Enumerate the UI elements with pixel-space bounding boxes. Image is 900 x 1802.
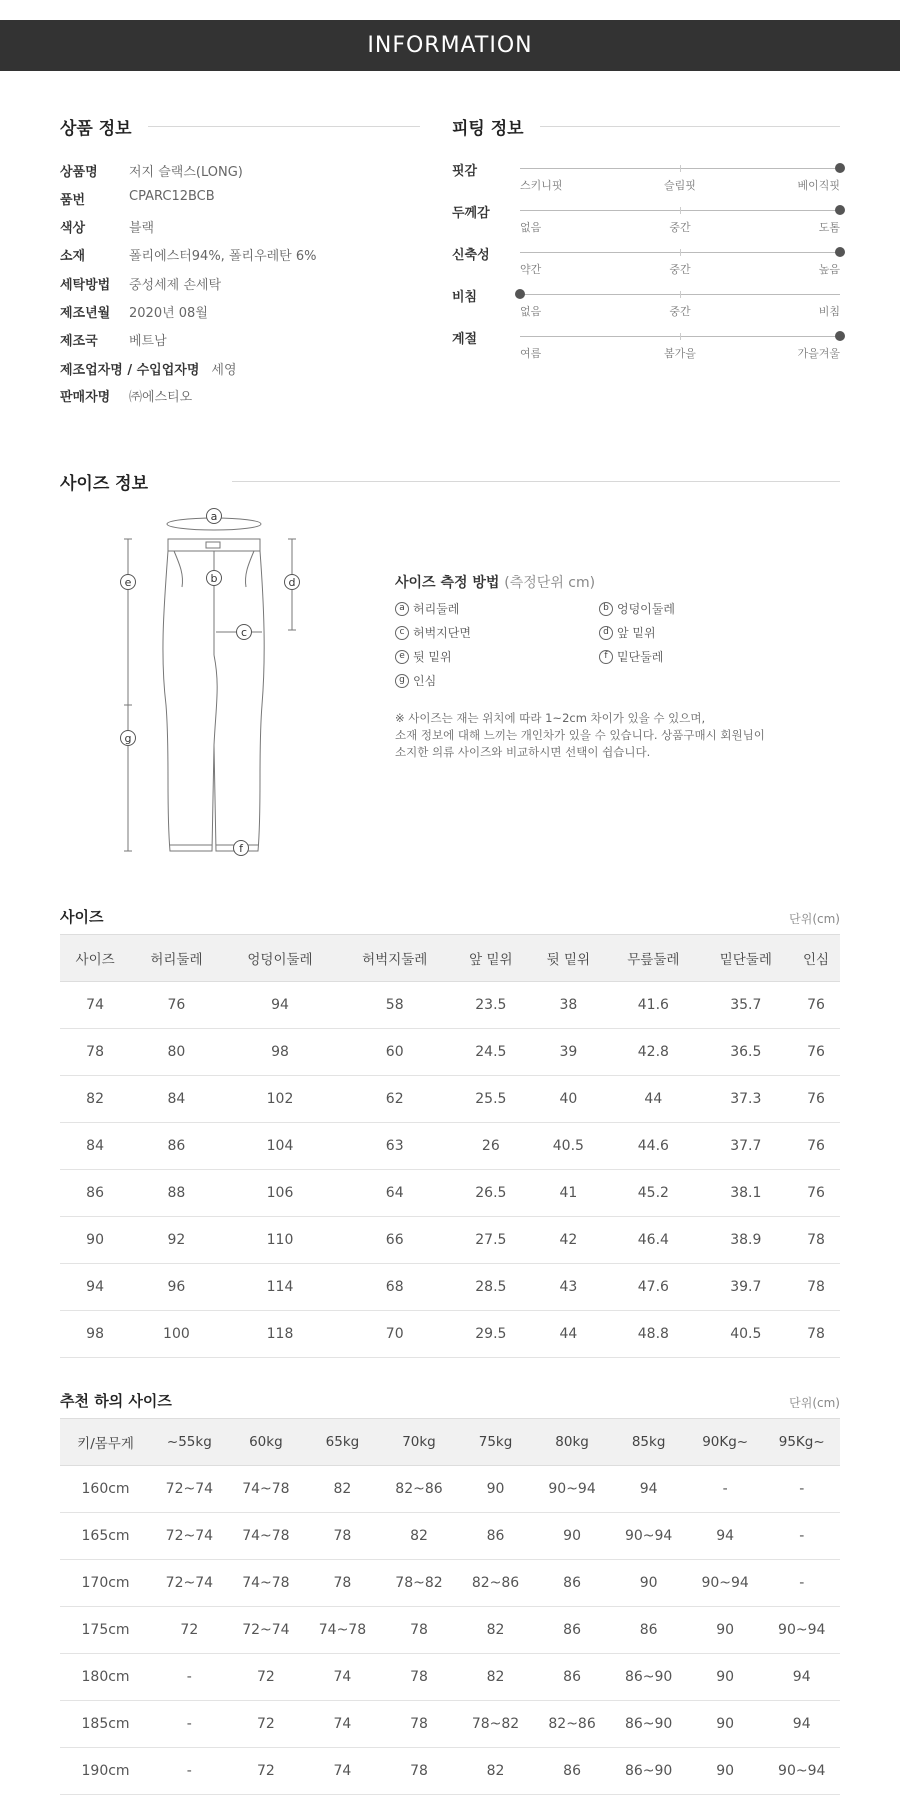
table-cell: 72~74 (151, 1513, 228, 1560)
legend-marker: f (599, 650, 613, 664)
table-cell: 72~74 (151, 1560, 228, 1607)
pants-button (206, 542, 220, 548)
table-cell: 41 (530, 1170, 608, 1217)
legend-item (599, 648, 663, 665)
legend-label: 뒷 밑위 (413, 650, 452, 664)
product-info-row (60, 245, 317, 264)
table-cell: 86 (534, 1748, 611, 1795)
table-cell: 62 (337, 1076, 452, 1123)
table-cell: 47.6 (607, 1264, 699, 1311)
rec-table-row (60, 1607, 840, 1654)
fit-option: 높음 (818, 263, 840, 276)
table-cell: 94 (60, 1264, 130, 1311)
table-cell: 28.5 (452, 1264, 530, 1311)
table-cell: 88 (130, 1170, 222, 1217)
table-cell: 26 (452, 1123, 530, 1170)
product-info-row (60, 302, 208, 321)
table-header-cell: ~55kg (151, 1419, 228, 1466)
table-cell: 74 (60, 982, 130, 1029)
table-cell: 90~94 (534, 1466, 611, 1513)
table-header-cell: 75kg (457, 1419, 534, 1466)
fit-option: 약간 (520, 263, 542, 276)
table-cell: 40 (530, 1076, 608, 1123)
product-info-row (60, 359, 237, 378)
table-cell: 82 (381, 1513, 458, 1560)
product-info-value: 폴리에스터94%, 폴리우레탄 6% (129, 249, 317, 264)
fit-option: 중간 (669, 305, 691, 318)
table-cell: 44 (530, 1311, 608, 1358)
table-cell: 118 (223, 1311, 338, 1358)
table-cell: 86 (457, 1513, 534, 1560)
svg-text:d: d (288, 576, 296, 589)
table-cell: 114 (223, 1264, 338, 1311)
pants-waistband (168, 539, 260, 551)
table-cell: 42 (530, 1217, 608, 1264)
rec-table-row (60, 1701, 840, 1748)
table-header-cell: 인심 (792, 935, 840, 982)
product-info-row (60, 386, 192, 405)
table-cell: 40.5 (530, 1123, 608, 1170)
rec-table-row (60, 1560, 840, 1607)
table-cell: 90 (687, 1748, 764, 1795)
size-table-row (60, 1170, 840, 1217)
fit-option: 중간 (669, 221, 691, 234)
table-cell: 94 (610, 1466, 687, 1513)
table-cell: 98 (223, 1029, 338, 1076)
table-cell: 44 (607, 1076, 699, 1123)
fit-selected-dot (835, 247, 845, 257)
left-pocket (174, 551, 183, 587)
table-cell: 94 (687, 1513, 764, 1560)
table-cell: 90~94 (687, 1560, 764, 1607)
table-cell: 72 (151, 1607, 228, 1654)
product-info-row (60, 161, 243, 180)
table-cell: 74~78 (304, 1607, 381, 1654)
legend-marker: e (395, 650, 409, 664)
table-cell: 78 (792, 1217, 840, 1264)
table-cell: 94 (763, 1654, 840, 1701)
table-header-cell: 85kg (610, 1419, 687, 1466)
table-cell: 78 (792, 1264, 840, 1311)
product-info-value: 저지 슬랙스(LONG) (129, 165, 243, 180)
table-cell: 74~78 (228, 1466, 305, 1513)
fit-selected-dot (835, 205, 845, 215)
table-cell: 86~90 (610, 1701, 687, 1748)
size-method-title (395, 572, 595, 592)
size-table-row (60, 1076, 840, 1123)
table-cell: 39 (530, 1029, 608, 1076)
table-header-cell: 허리둘레 (130, 935, 222, 982)
product-info-key: 세탁방법 (60, 278, 111, 293)
product-info-row (60, 217, 154, 236)
table-cell: 82 (304, 1466, 381, 1513)
fit-label: 핏감 (452, 164, 478, 179)
table-cell: 86 (534, 1654, 611, 1701)
fit-option: 봄가을 (664, 347, 696, 360)
table-header-cell: 엉덩이둘레 (223, 935, 338, 982)
table-cell: 90 (534, 1513, 611, 1560)
table-cell: 48.8 (607, 1311, 699, 1358)
fit-tick (680, 291, 681, 298)
table-cell: 165cm (60, 1513, 151, 1560)
product-info-row (60, 189, 215, 208)
size-note (395, 710, 765, 761)
table-cell: 68 (337, 1264, 452, 1311)
table-cell: 72 (228, 1701, 305, 1748)
table-cell: 90 (687, 1701, 764, 1748)
marker-d (285, 575, 300, 590)
table-cell: 84 (60, 1123, 130, 1170)
legend-item (395, 672, 436, 689)
fit-option: 도톰 (818, 221, 840, 234)
table-cell: 82~86 (457, 1560, 534, 1607)
table-cell: 175cm (60, 1607, 151, 1654)
table-cell: 96 (130, 1264, 222, 1311)
legend-marker: d (599, 626, 613, 640)
fit-label: 비침 (452, 290, 478, 305)
table-cell: - (763, 1466, 840, 1513)
table-cell: 76 (130, 982, 222, 1029)
rec-table-row (60, 1748, 840, 1795)
table-cell: 37.3 (700, 1076, 792, 1123)
table-cell: 74~78 (228, 1513, 305, 1560)
table-cell: 110 (223, 1217, 338, 1264)
rec-table-row (60, 1466, 840, 1513)
table-cell: 82 (457, 1607, 534, 1654)
size-table-row (60, 1311, 840, 1358)
product-info-value: 2020년 08월 (129, 306, 208, 321)
table-cell: 160cm (60, 1466, 151, 1513)
fit-option: 중간 (669, 263, 691, 276)
marker-f (234, 841, 249, 856)
table-cell: 66 (337, 1217, 452, 1264)
rec-table-title: 추천 하의 사이즈 (60, 1392, 172, 1410)
product-info-value: ㈜에스티오 (129, 390, 193, 405)
information-header: INFORMATION (0, 20, 900, 71)
table-cell: 78 (381, 1748, 458, 1795)
size-note-line: 소재 정보에 대해 느끼는 개인차가 있을 수 있습니다. 상품구매시 회원님이 (395, 728, 765, 742)
table-cell: 86 (534, 1560, 611, 1607)
product-info-key: 판매자명 (60, 390, 111, 405)
fit-option: 가을겨울 (797, 347, 840, 360)
product-info-row (60, 330, 167, 349)
size-table-unit: 단위(cm) (789, 912, 840, 926)
table-cell: - (151, 1654, 228, 1701)
legend-marker: g (395, 674, 409, 688)
table-header-cell: 키/몸무게 (60, 1419, 151, 1466)
product-info-row (60, 274, 221, 293)
legend-item (395, 600, 459, 617)
svg-text:g: g (124, 732, 132, 745)
table-cell: 44.6 (607, 1123, 699, 1170)
size-method-unit: (측정단위 cm) (504, 575, 596, 591)
fit-option: 비침 (818, 305, 840, 318)
size-table-title: 사이즈 (60, 908, 104, 926)
marker-b (207, 571, 222, 586)
rec-table-row (60, 1513, 840, 1560)
table-cell: 78~82 (381, 1560, 458, 1607)
table-cell: 90 (687, 1607, 764, 1654)
table-cell: - (763, 1560, 840, 1607)
table-cell: 39.7 (700, 1264, 792, 1311)
table-header-cell: 60kg (228, 1419, 305, 1466)
table-cell: 86 (534, 1607, 611, 1654)
product-info-key: 품번 (60, 193, 86, 208)
product-info-value: 세영 (211, 363, 237, 378)
legend-item (395, 624, 471, 641)
table-cell: 86~90 (610, 1748, 687, 1795)
table-cell: 29.5 (452, 1311, 530, 1358)
table-header-cell: 95Kg~ (763, 1419, 840, 1466)
size-table-row (60, 1123, 840, 1170)
table-header-cell: 65kg (304, 1419, 381, 1466)
legend-item (599, 624, 656, 641)
size-table (60, 934, 840, 1358)
table-cell: 86 (610, 1607, 687, 1654)
table-cell: 42.8 (607, 1029, 699, 1076)
size-note-line: 소지한 의류 사이즈와 비교하시면 선택이 쉽습니다. (395, 745, 651, 759)
table-cell: 76 (792, 1123, 840, 1170)
table-cell: 24.5 (452, 1029, 530, 1076)
size-info-title: 사이즈 정보 (60, 474, 149, 494)
table-cell: 78 (60, 1029, 130, 1076)
fit-option: 스키니핏 (520, 179, 563, 192)
rec-table-row (60, 1654, 840, 1701)
rec-table (60, 1418, 840, 1795)
table-cell: 78 (304, 1560, 381, 1607)
svg-text:c: c (240, 626, 248, 639)
product-info-value: 중성세제 손세탁 (129, 278, 222, 293)
table-cell: - (763, 1513, 840, 1560)
fit-label: 계절 (452, 332, 478, 347)
table-cell: 76 (792, 1076, 840, 1123)
table-cell: 94 (763, 1701, 840, 1748)
table-cell: 170cm (60, 1560, 151, 1607)
table-cell: 72~74 (228, 1607, 305, 1654)
table-cell: 78 (381, 1607, 458, 1654)
table-header-cell: 80kg (534, 1419, 611, 1466)
legend-label: 허벅지단면 (413, 626, 471, 640)
legend-label: 엉덩이둘레 (617, 602, 675, 616)
table-cell: 74 (304, 1654, 381, 1701)
table-cell: 78 (792, 1311, 840, 1358)
table-header-cell: 허벅지둘레 (337, 935, 452, 982)
marker-c (237, 625, 252, 640)
table-header-cell: 90Kg~ (687, 1419, 764, 1466)
marker-e (121, 575, 136, 590)
rec-table-unit: 단위(cm) (789, 1396, 840, 1410)
product-info-key: 소재 (60, 249, 86, 264)
table-cell: 27.5 (452, 1217, 530, 1264)
fit-label: 신축성 (452, 248, 490, 263)
table-cell: 78~82 (457, 1701, 534, 1748)
table-cell: 72 (228, 1748, 305, 1795)
table-cell: 60 (337, 1029, 452, 1076)
fit-option: 베이직핏 (797, 179, 840, 192)
svg-text:e: e (124, 576, 132, 589)
right-pocket (245, 551, 254, 587)
table-header-cell: 밑단둘레 (700, 935, 792, 982)
table-cell: 45.2 (607, 1170, 699, 1217)
table-cell: 106 (223, 1170, 338, 1217)
table-cell: 70 (337, 1311, 452, 1358)
table-cell: 82 (60, 1076, 130, 1123)
table-cell: 80 (130, 1029, 222, 1076)
table-cell: 90~94 (763, 1607, 840, 1654)
fit-option: 없음 (520, 305, 542, 318)
table-cell: 36.5 (700, 1029, 792, 1076)
size-info-divider (232, 481, 840, 482)
table-cell: 64 (337, 1170, 452, 1217)
table-cell: 26.5 (452, 1170, 530, 1217)
table-cell: 46.4 (607, 1217, 699, 1264)
table-header-cell: 70kg (381, 1419, 458, 1466)
table-cell: 78 (381, 1654, 458, 1701)
table-cell: 41.6 (607, 982, 699, 1029)
legend-label: 밑단둘레 (617, 650, 664, 664)
table-header-cell: 앞 밑위 (452, 935, 530, 982)
size-note-line: ※ 사이즈는 재는 위치에 따라 1~2cm 차이가 있을 수 있으며, (395, 711, 706, 725)
size-table-row (60, 1217, 840, 1264)
table-cell: 90 (457, 1466, 534, 1513)
size-method-label: 사이즈 측정 방법 (395, 575, 500, 591)
table-cell: 38 (530, 982, 608, 1029)
table-cell: 82~86 (381, 1466, 458, 1513)
table-cell: 82 (457, 1748, 534, 1795)
product-info-key: 제조국 (60, 334, 98, 349)
table-header-cell: 뒷 밑위 (530, 935, 608, 982)
table-cell: 92 (130, 1217, 222, 1264)
product-divider (148, 126, 420, 127)
size-table-row (60, 1029, 840, 1076)
table-cell: 35.7 (700, 982, 792, 1029)
svg-text:a: a (210, 510, 218, 523)
table-cell: 82~86 (534, 1701, 611, 1748)
table-cell: - (151, 1748, 228, 1795)
table-cell: 76 (792, 982, 840, 1029)
table-cell: 90 (610, 1560, 687, 1607)
product-info-value: 블랙 (129, 221, 155, 236)
marker-g (121, 731, 136, 746)
table-cell: 90~94 (763, 1748, 840, 1795)
table-cell: 94 (223, 982, 338, 1029)
table-cell: 38.9 (700, 1217, 792, 1264)
table-cell: 86 (60, 1170, 130, 1217)
table-cell: 23.5 (452, 982, 530, 1029)
table-cell: 78 (304, 1513, 381, 1560)
table-cell: 74~78 (228, 1560, 305, 1607)
table-cell: 72 (228, 1654, 305, 1701)
table-cell: 102 (223, 1076, 338, 1123)
legend-label: 허리둘레 (413, 602, 460, 616)
product-info-key: 색상 (60, 221, 86, 236)
table-cell: 82 (457, 1654, 534, 1701)
fit-label: 두께감 (452, 206, 490, 221)
table-cell: 25.5 (452, 1076, 530, 1123)
fitting-divider (540, 126, 840, 127)
table-cell: 90~94 (610, 1513, 687, 1560)
fit-tick (680, 249, 681, 256)
table-cell: 38.1 (700, 1170, 792, 1217)
table-cell: 100 (130, 1311, 222, 1358)
fit-option: 없음 (520, 221, 542, 234)
legend-label: 인심 (413, 674, 437, 688)
fit-selected-dot (835, 163, 845, 173)
table-cell: 104 (223, 1123, 338, 1170)
product-info-key: 제조년월 (60, 306, 111, 321)
table-cell: 185cm (60, 1701, 151, 1748)
size-table-row (60, 982, 840, 1029)
size-table-row (60, 1264, 840, 1311)
product-info-title: 상품 정보 (60, 119, 132, 139)
svg-text:b: b (210, 572, 218, 585)
table-header-cell: 무릎둘레 (607, 935, 699, 982)
pants-diagram (112, 505, 312, 865)
table-cell: 63 (337, 1123, 452, 1170)
table-cell: 78 (381, 1701, 458, 1748)
fit-selected-dot (515, 289, 525, 299)
table-cell: 90 (687, 1654, 764, 1701)
table-cell: 86 (130, 1123, 222, 1170)
svg-text:f: f (239, 842, 243, 855)
fit-option: 슬림핏 (664, 179, 696, 192)
table-cell: 76 (792, 1029, 840, 1076)
fit-selected-dot (835, 331, 845, 341)
crotch-seam (214, 655, 217, 745)
table-cell: 37.7 (700, 1123, 792, 1170)
legend-marker: b (599, 602, 613, 616)
legend-marker: c (395, 626, 409, 640)
table-header-cell: 사이즈 (60, 935, 130, 982)
table-cell: 72~74 (151, 1466, 228, 1513)
table-cell: - (687, 1466, 764, 1513)
product-info-key: 상품명 (60, 165, 98, 180)
fit-tick (680, 165, 681, 172)
size-table-header (60, 935, 840, 982)
table-cell: - (151, 1701, 228, 1748)
product-info-value: 베트남 (129, 334, 167, 349)
legend-marker: a (395, 602, 409, 616)
legend-label: 앞 밑위 (617, 626, 656, 640)
legend-item (599, 600, 675, 617)
product-info-key: 제조업자명 / 수입업자명 (60, 363, 200, 378)
table-cell: 84 (130, 1076, 222, 1123)
table-cell: 58 (337, 982, 452, 1029)
table-cell: 76 (792, 1170, 840, 1217)
fit-tick (680, 207, 681, 214)
fitting-info-title: 피팅 정보 (452, 119, 524, 139)
table-cell: 90 (60, 1217, 130, 1264)
table-cell: 86~90 (610, 1654, 687, 1701)
table-cell: 180cm (60, 1654, 151, 1701)
product-info-value: CPARC12BCB (129, 189, 215, 204)
marker-a (207, 509, 222, 524)
legend-item (395, 648, 452, 665)
fit-option: 여름 (520, 347, 542, 360)
table-cell: 74 (304, 1701, 381, 1748)
fit-tick (680, 333, 681, 340)
table-cell: 74 (304, 1748, 381, 1795)
table-cell: 190cm (60, 1748, 151, 1795)
table-cell: 40.5 (700, 1311, 792, 1358)
table-cell: 43 (530, 1264, 608, 1311)
table-cell: 98 (60, 1311, 130, 1358)
rec-table-header (60, 1419, 840, 1466)
